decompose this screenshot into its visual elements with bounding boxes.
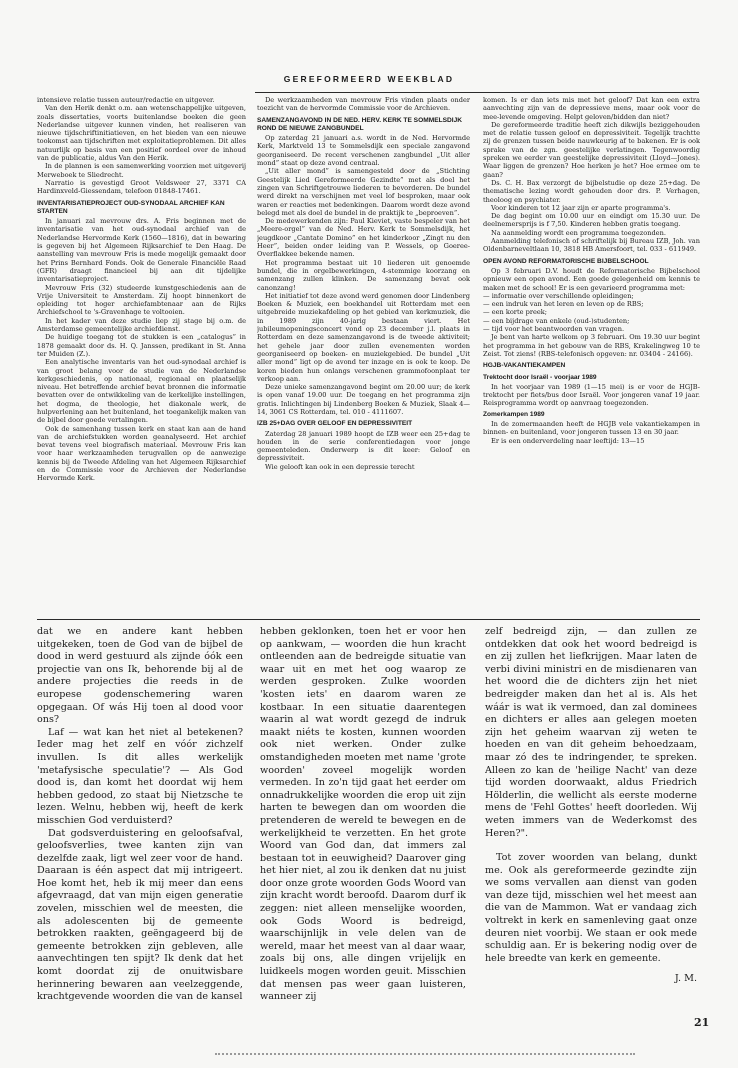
paragraph: Je bent van harte welkom op 3 februari. Om 19.30 uur begint het programma in het gebouw van de RBS, Krakelingweg 10 te Zeist. Tot ziens! (RBS-telefonisch opgeven: nr. 03404 - 24166). <box>483 333 700 358</box>
paragraph: Tot zover woorden van belang, dunkt me. Ook als gereformeerde gezindte zijn we soms vervallen aan dienst van goden van deze tijd, misschien wel het meest aan die van de Mammon. Wat er vandaag zich voltrekt in kerk en samenleving gaat onze deuren niet voorbij. We staan er ook mede schuldig aan. Er is bekering nodig over de hele breedte van kerk en gemeente. <box>485 852 697 964</box>
paragraph: „Uit aller mond” is samengesteld door de „Stichting Geestelijk Lied Gereformeerde Gezindte” met als doel het zingen van Schriftgetrouwe liederen te bevorderen. De bundel werd direkt na verschijnen met veel lof besproken, maar ook waren er reacties met bedenkingen. Daarom wordt deze avond belegd met als doel de bundel in de praktijk te „beproeven”. <box>257 167 470 217</box>
paragraph: Van den Herik denkt o.m. aan wetenschappelijke uitgeven, zoals dissertaties, voorts buitenlandse boeken die geen Nederlandse uitgever kunnen vinden, het realiseren van nieuwe tijdschriftinitiatieven, en het bieden van een nieuwe tookomst aan tijdschriften met exploitatieproblemen. Dit alles natuurlijk op basis van een positief oordeel over de inhoud van de publicatie, aldus Van den Herik. <box>37 104 246 163</box>
paragraph: dat we en andere kant hebben uitgekeken, toen de God van de bijbel de dood in werd gestuurd als zijnde óók een projectie van ons Ik, behorende bij al de andere projecties die reeds in de europese godenschemering waren opgegaan. Of wás Hij toen al dood voor ons? <box>37 626 243 726</box>
list-item: — een bijdrage van enkele (oud-)studenten; <box>483 316 630 325</box>
paragraph: De gereformeerde traditie heeft zich dikwijls beziggehouden met de relatie tussen geloof en depressiviteit. Tegelijk trachtte zij de grenzen tussen beide nauwkeurig af te bakenen. Er is ook sprake van de zgn. geestelijke verlatingen. Tegenwoordig spreken we eerder van geestelijke depressiviteit (Lloyd—Jones). Waar liggen de grenzen? Hoe herken je het? Hoe ermee om te gaan? <box>483 120 700 179</box>
paragraph: intensieve relatie tussen auteur/redactie en uitgever. <box>37 96 215 104</box>
paragraph: Na aanmelding wordt een programma toegezonden. <box>491 228 666 237</box>
author-signature: J. M. <box>674 973 697 985</box>
list-item: — informatie over verschillende opleidingen; <box>483 291 634 300</box>
column-2 <box>257 96 470 616</box>
paragraph: In januari zal mevrouw drs. A. Fris beginnen met de inventarisatie van het oud-synodaal archief van de Nederlandse Hervormde Kerk (1560—1816), dat in bewaring is gegeven bij het Algemeen Rijksarchief te Den Haag. De aanstelling van mevrouw Fris is mede mogelijk gemaakt door het Prins Bernhard Fonds. Ook de Generale Financiële Raad (GFR) draagt financieel bij aan dit tijdelijke inventarisatieproject. <box>37 217 246 284</box>
paragraph: Er is een onderverdeling naar leeftijd: 13—15 <box>491 436 645 445</box>
paragraph: De werkzaamheden van mevrouw Fris vinden plaats onder toezicht van de hervormde Commissie voor de Archieven. <box>257 96 470 113</box>
paragraph: Aanmelding telefonisch of schriftelijk bij Bureau IZB, Joh. van Oldenbarneveltlaan 10, 3818 HB Amersfoort, tel. 033 - 611949. <box>483 237 700 254</box>
list-item: — een indruk van het leren en leven op de RBS; <box>483 300 644 309</box>
essay-column-3 <box>485 626 697 1016</box>
paragraph: Het initiatief tot deze avond werd genomen door Lindenberg Boeken & Muziek, een boekhandel uit Rotterdam met een uitgebreide muziekafdeling op het gebied van kerkmuziek, die in 1989 zijn 40-jarig bestaan viert. Het jubileumopeningsconcert vond op 23 december j.l. plaats in Rotterdam en deze samenzangavond is de tweede aktiviteit; het gehele jaar door zullen evenementen worden georganiseerd op boeken- en muziekgebied. De bundel „Uit aller mond” ligt op de avond ter inzage en is ook te koop. De koren bieden hun onlangs verschenen grammofoonplaat ter verkoop aan. <box>257 291 470 383</box>
section-rule <box>37 619 700 620</box>
article-heading: INVENTARISATIEPROJECT OUD-SYNODAAL ARCHIEF KAN STARTEN <box>37 199 225 215</box>
journal-header: GEREFORMEERD WEEKBLAD <box>283 74 455 84</box>
paragraph: Ds. C. H. Bax verzorgt de bijbelstudie op deze 25+dag. De thematische lezing wordt gehouden door drs. P. Verhagen, theoloog en psychiater. <box>483 178 700 204</box>
article-heading: OPEN AVOND REFORMATORISCHE BIJBELSCHOOL <box>483 257 649 265</box>
column-3 <box>483 96 700 616</box>
paragraph: De dag begint om 10.00 uur en eindigt om 15.30 uur. De deelnemersprijs is f 7,50. Kinderen hebben gratis toegang. <box>483 212 700 229</box>
sub-heading: Trektocht door Israël - voorjaar 1989 <box>483 373 597 381</box>
paragraph: Wie gelooft kan ook in een depressie terecht <box>265 462 415 471</box>
paragraph: In het kader van deze studie liep zij stage bij o.m. de Amsterdamse gemeentelijke archiefdienst. <box>37 316 246 334</box>
paragraph: Op zaterdag 21 januari a.s. wordt in de Ned. Hervormde Kerk, Marktveld 13 te Sommelsdijk een speciale zangavond georganiseerd. De recent verschenen zangbundel „Uit aller mond” staat op deze avond centraal. <box>257 134 470 168</box>
header-rule <box>255 92 699 93</box>
paragraph: Dat godsverduistering en geloofsafval, geloofsverlies, twee kanten zijn van dezelfde zaak, ligt wel zeer voor de hand. Daaraan is één aspect dat mij intrigeert. Hoe komt het, heb ik mij meer dan eens afgevraagd, dat van mijn eigen generatie zovelen, misschien wel de meesten, die als adolescenten bij de gemeente betrokken raakten, geëngageerd bij de gemeente betrokken zijn gebleven, alle aanvechtingen ten spijt? Ik denk dat het komt doordat zij de onuitwisbare herinnering bewaren aan veelzeggende, krachtgevende woorden die van de kansel <box>37 827 243 1003</box>
paragraph: hebben geklonken, toen het er voor hen op aankwam, — woorden die hun kracht ontleenden aan de bedreigde situatie van waar uit en met het oog waarop ze werden gesproken. Zulke woorden 'kosten iets' en daarom waren ze kostbaar. In een situatie daarentegen waarin al wat wordt gezegd de indruk maakt niéts te kosten, kunnen woorden ook niet werken. Onder zulke omstandigheden moeten met name 'grote woorden' zoveel mogelijk worden vermeden. In zo'n tijd gaat het eerder om onnadrukkelijke woorden die erop uit zijn harten te bewegen dan om woorden die pretenderen de wereld te bewegen en de werkelijkheid te verzetten. En het grote Woord van God dan, dat immers zal bestaan tot in eeuwigheid? Daarover ging het hier niet, al zou ik denken dat nu juist door onze grote woorden Gods Woord van zijn kracht wordt beroofd. Daarom durf ik zeggen: niet alleen menselijke woorden, ook Gods Woord is bedreigd, waarschijnlijk in vele delen van de wereld, maar het meest van al daar waar, zoals bij ons, alle dingen vrijelijk en luidkeels mogen worden geuit. Misschien dat mensen pas weer gaan luisteren, wanneer zij <box>260 626 466 1003</box>
paragraph: komen. Is er dan iets mis met het geloof? Dat kan een extra aanvechting zijn van de depressieve mens, maar ook voor de mee-levende omgeving. Helpt geloven/bidden dan niet? <box>483 96 700 121</box>
paragraph: In het voorjaar van 1989 (1—15 mei) is er voor de HGJB-trektocht per fiets/bus door Israël. Voor jongeren vanaf 19 jaar. Reisprogramma wordt op aanvraag toegezonden. <box>483 382 700 408</box>
paragraph: De medewerkenden zijn: Paul Kieviet, vaste bespeler van het „Meere-orgel” van de Ned. Herv. Kerk te Sommelsdijk, het jeugdkoor „Cantate Domino” en het kinderkoor „Zingt nu den Heer”, beiden onder leiding van P. Wessels, op Goeree-Overflakkee bekende namen. <box>257 217 470 259</box>
paragraph: Mevrouw Fris (32) studeerde kunstgeschiedenis aan de Vrije Universiteit te Amsterdam. Zij hoopt binnenkort de opleiding tot hoger archiefambtenaar aan de Rijks Archiefschool te 's-Gravenhage te voltooien. <box>37 283 246 317</box>
article-heading: IZB 25+DAG OVER GELOOF EN DEPRESSIVITEIT <box>257 420 413 428</box>
list-item: — een korte preek; <box>483 308 547 317</box>
paragraph: Een analytische inventaris van het oud-synodaal archief is van groot belang voor de studie van de Nederlandse kerkgeschiedenis, op nationaal, regionaal en plaatselijk niveau. Het betreffende archief bevat bronnen die informatie bevatten over de ontwikkeling van de kerkelijke instellingen, het dogma, de theologie, het diakonale werk, de hulpverlening aan het buitenland, het toegankelijk maken van de bijbel door goede vertalingen. <box>37 358 246 425</box>
paragraph: Deze unieke samenzangavond begint om 20.00 uur; de kerk is open vanaf 19.00 uur. De toegang en het programma zijn gratis. Inlichtingen bij Lindenberg Boeken & Muziek, Slaak 4—14, 3061 CS Rotterdam, tel. 010 - 4111607. <box>257 383 470 416</box>
paragraph: Op 3 februari D.V. houdt de Reformatorische Bijbelschool opnieuw een open avond. Een goede gelegenheid om kennis te maken met de school! Er is een gevarieerd programma met: <box>483 266 700 292</box>
paragraph: Ook de samenhang tussen kerk en staat kan aan de hand van de archiefstukken worden geanalyseerd. Het archief bevat tevens veel biografisch materiaal. Mevrouw Fris kan voor haar werkzaamheden terugvallen op de aanwezige kennis bij de Tweede Afdeling van het Algemeen Rijksarchief en de Commissie voor de Archieven der Nederlandse Hervormde Kerk. <box>37 424 246 483</box>
paragraph: zelf bedreigd zijn, — dan zullen ze ontdekken dat ook het woord bedreigd is en zij zullen het liefkrijgen. Maar laten de verbi divini ministri en de misdienaren van het woord die de dichters zijn het niet bedreigder maken dan het al is. Als het wáár is wat ik vermoed, dan zal domineеs en dichters er alles aan gelegen moeten zijn het geheim waarvan zij weten te hoeden en van dit geheim behoedzaam, maar zó des te indringender, te spreken. Alleen zo kan de 'heilige Nacht' van deze tijd worden doorwaakt, aldus Friedrich Hölderlin, die wellicht als eerste moderne mens de 'Fehl Gottes' heeft doorleden. Wij weten immers van de Wederkomst des Heren?". <box>485 626 697 839</box>
paragraph: Voor kinderen tot 12 jaar zijn er aparte programma's. <box>491 203 671 212</box>
column-1 <box>37 96 246 616</box>
sub-heading: Zomerkampen 1989 <box>483 410 545 418</box>
scan-artifact-divider <box>215 1053 635 1055</box>
essay-column-2 <box>260 626 466 1016</box>
essay-column-1 <box>37 626 243 1016</box>
page-number: 21 <box>694 1016 710 1029</box>
article-heading: SAMENZANGAVOND IN DE NED. HERV. KERK TE SOMMELSDIJK ROND DE NIEUWE ZANGBUNDEL <box>257 116 463 132</box>
article-heading: HGJB-VAKANTIEKAMPEN <box>483 362 566 370</box>
paragraph: In de plannen is een samenwerking voorzien met uitgeverij Merweboek te Sliedrecht. <box>37 162 246 179</box>
paragraph: Narratio is gevestigd Groot Veldsweer 27, 3371 CA Hardinxveld-Giessendam, telefoon 01848-17461. <box>37 178 246 196</box>
paragraph: Het programma bestaat uit 10 liederen uit genoemde bundel, die in orgelbewerkingen, 4-stemmige koorzang en samenzang zullen klinken. De samenzang bevat ook canonzang! <box>257 258 470 292</box>
paragraph: Laf — wat kan het niet al betekenen? Ieder mag het zelf en vóór zichzelf invullen. Is dit alles werkelijk 'metafysische speculatie'? — Als God dood is, dan komt het doordat wij hem hebben gedood, zo staat bij Nietzsche te lezen. Welnu, hebben wij, heeft de kerk misschien God verduisterd? <box>37 726 243 826</box>
paragraph: In de zomermaanden heeft de HGJB vele vakantiekampen in binnen- en buitenland, voor jongeren tussen 13 en 30 jaar. <box>483 419 700 437</box>
paragraph: De huidige toegang tot de stukken is een „catalogus” in 1878 gemaakt door ds. H. Q. Janssen, predikant in St. Anna ter Muiden (Z.). <box>37 333 246 358</box>
list-item: — tijd voor het beantwoorden van vragen. <box>483 325 625 334</box>
paragraph: Zaterdag 28 januari 1989 hoopt de IZB weer een 25+dag te houden in de serie conferentiedagen voor jonge gemeenteleden. Onderwerp is dit keer: Geloof en depressiviteit. <box>257 429 470 463</box>
